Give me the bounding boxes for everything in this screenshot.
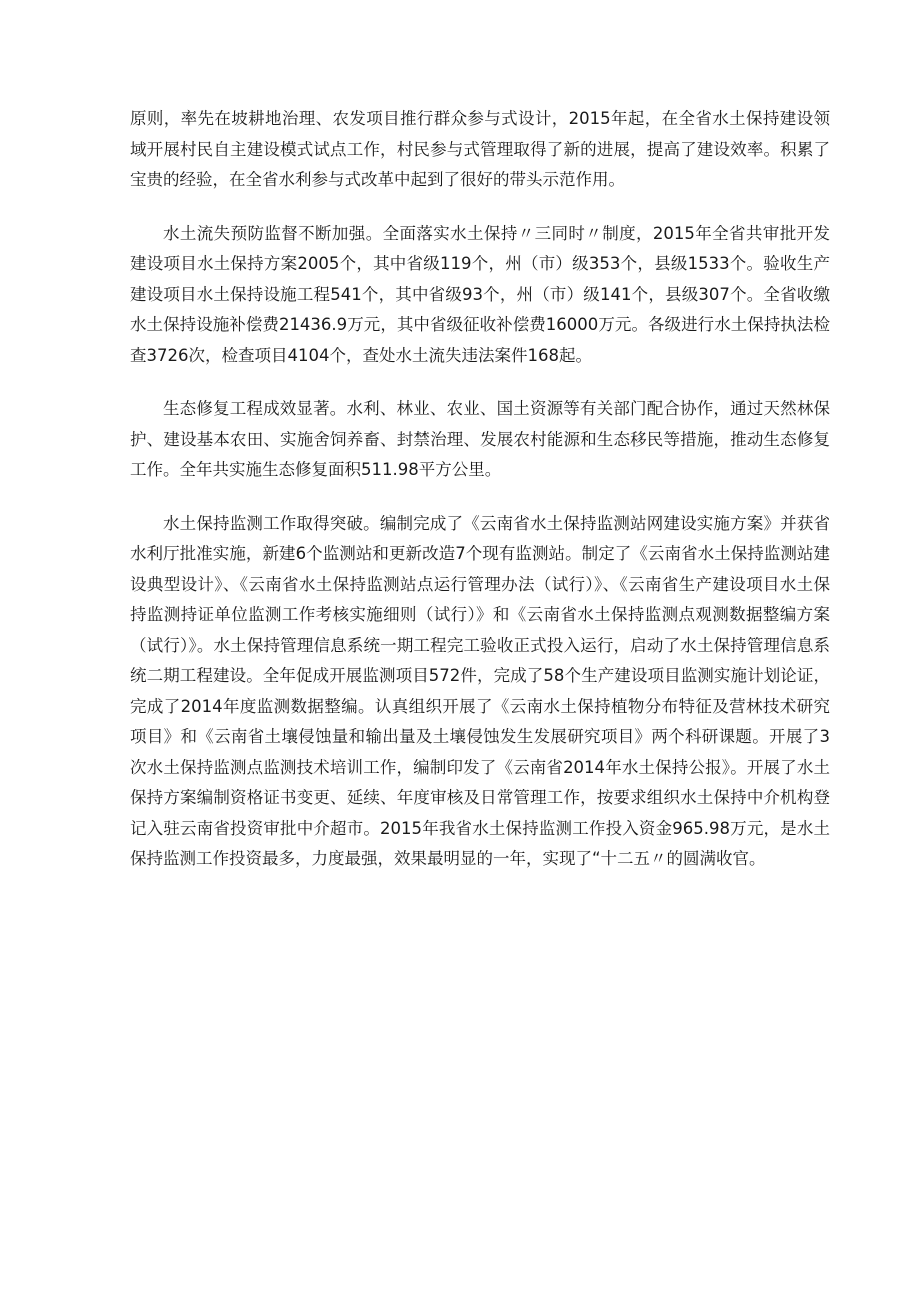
paragraph-ecological-restoration: 生态修复工程成效显著。水利、林业、农业、国土资源等有关部门配合协作，通过天然林保护、建设基本农田、实施舍饲养畜、封禁治理、发展农村能源和生态移民等措施，推动生态修复工作。全年共实施生态修复面积511.98平方公里。 bbox=[130, 399, 830, 479]
document-page bbox=[130, 104, 830, 898]
paragraph-prevention-supervision: 水土流失预防监督不断加强。全面落实水土保持〃三同时〃制度，2015年全省共审批开发建设项目水土保持方案2005个，其中省级119个，州（市）级353个，县级1533个。验收生产建设项目水土保持设施工程541个，其中省级93个，州（市）级141个，县级307个。全省收缴水土保持设施补偿费21436.9万元，其中省级征收补偿费16000万元。各级进行水土保持执法检查3726次，检查项目4104个，查处水土流失违法案件168起。 bbox=[130, 223, 830, 365]
paragraph-monitoring-work: 水土保持监测工作取得突破。编制完成了《云南省水土保持监测站网建设实施方案》并获省水利厅批准实施，新建6个监测站和更新改造7个现有监测站。制定了《云南省水土保持监测站建设典型设计》、《云南省水土保持监测站点运行管理办法（试行）》、《云南省生产建设项目水土保持监测持证单位监测工作考核实施细则（试行）》和《云南省水土保持监测点观测数据整编方案（试行）》。水土保持管理信息系统一期工程完工验收正式投入运行，启动了水土保持管理信息系统二期工程建设。全年促成开展监测项目572件，完成了58个生产建设项目监测实施计划论证，完成了2014年度监测数据整编。认真组织开展了《云南水土保持植物分布特征及营林技术研究项目》和《云南省土壤侵蚀量和输出量及土壤侵蚀发生发展研究项目》两个科研课题。开展了3次水土保持监测点监测技术培训工作，编制印发了《云南省2014年水土保持公报》。开展了水土保持方案编制资格证书变更、延续、年度审核及日常管理工作，按要求组织水土保持中介机构登记入驻云南省投资审批中介超市。2015年我省水土保持监测工作投入资金965.98万元，是水土保持监测工作投资最多，力度最强，效果最明显的一年，实现了“十二五〃的圆满收官。 bbox=[130, 513, 830, 868]
paragraph-participatory-design: 原则，率先在坡耕地治理、农发项目推行群众参与式设计，2015年起，在全省水土保持建设领域开展村民自主建设模式试点工作，村民参与式管理取得了新的进展，提高了建设效率。积累了宝贵的经验，在全省水利参与式改革中起到了很好的带头示范作用。 bbox=[130, 109, 830, 189]
